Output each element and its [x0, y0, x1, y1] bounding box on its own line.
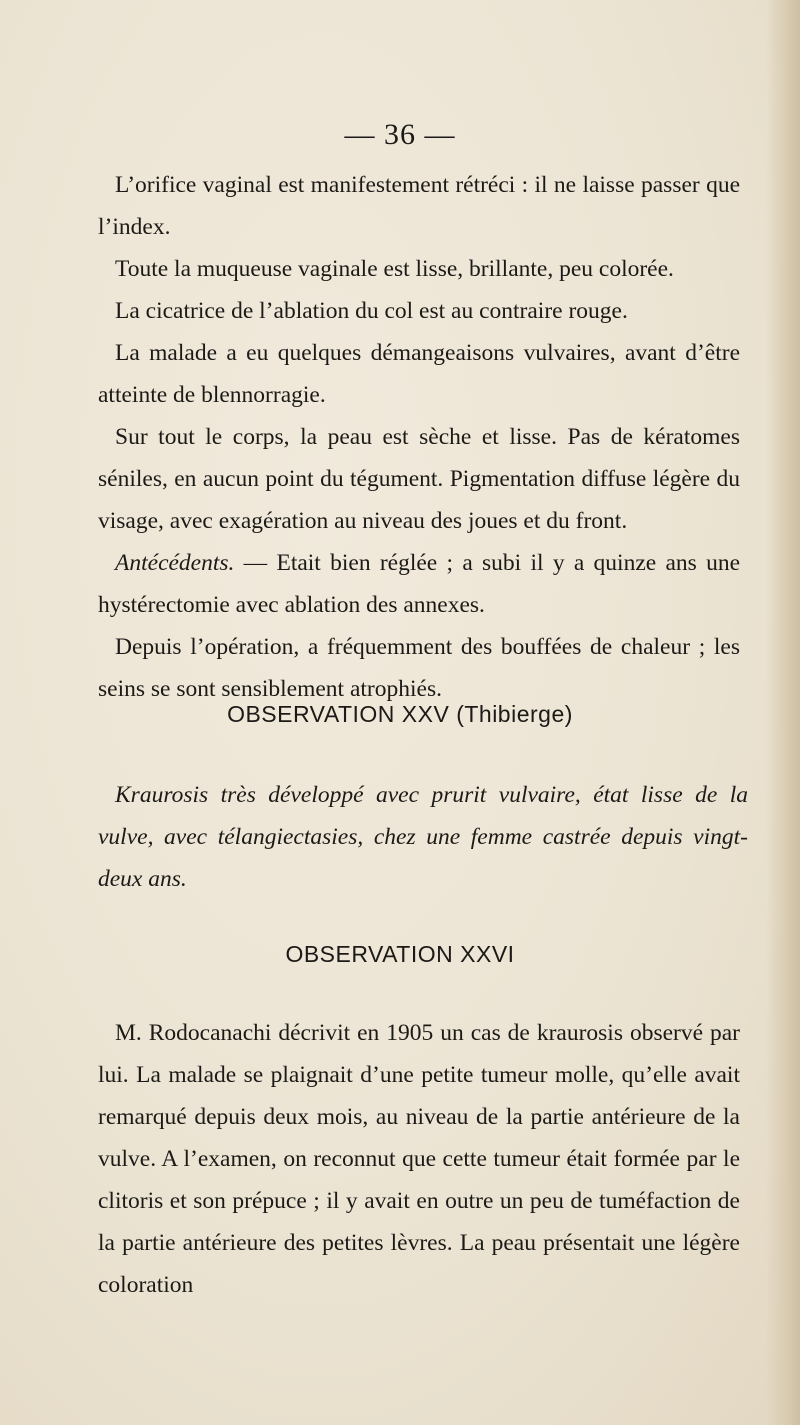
antecedents-text: — Etait bien réglée ; a subi il y a quinze ans une hystérectomie avec ablation des annexes. — [98, 550, 740, 618]
observation-25-heading: OBSERVATION XXV (Thibierge) — [227, 701, 573, 727]
antecedents-label: Antécédents. — [115, 550, 235, 576]
observation-26-heading: OBSERVATION XXVI — [285, 941, 515, 967]
paragraph-antecedents — [98, 542, 740, 626]
observation-25-summary: Kraurosis très développé avec prurit vulvaire, état lisse de la vulve, avec télangiectasies, chez une femme castrée depuis vingt-deux ans. — [98, 782, 748, 892]
paragraph-muqueuse: Toute la muqueuse vaginale est lisse, brillante, peu colorée. — [115, 256, 674, 282]
paragraph-orifice: L’orifice vaginal est manifestement rétréci : il ne laisse passer que l’index. — [98, 172, 740, 240]
observation-24-body — [98, 164, 740, 710]
paragraph-operation: Depuis l’opération, a fréquemment des bouffées de chaleur ; les seins se sont sensiblement atrophiés. — [98, 634, 740, 702]
paragraph-rodocanachi: M. Rodocanachi décrivit en 1905 un cas de kraurosis observé par lui. La malade se plaignait d’une petite tumeur molle, qu’elle avait remarqué depuis deux mois, au niveau de la partie antérieure de la vulve. A l’examen, on reconnut que cette tumeur était formée par le clitoris et son prépuce ; il y avait en outre un peu de tuméfaction de la partie antérieure des petites lèvres. La peau présentait une légère coloration — [98, 1020, 740, 1298]
observation-26-body — [98, 1012, 740, 1306]
paragraph-cicatrice: La cicatrice de l’ablation du col est au contraire rouge. — [115, 298, 628, 324]
page-number: — 36 — — [344, 118, 456, 151]
paragraph-demangeaisons: La malade a eu quelques démangeaisons vulvaires, avant d’être atteinte de blennorragie. — [98, 340, 740, 408]
paragraph-peau: Sur tout le corps, la peau est sèche et lisse. Pas de kératomes séniles, en aucun point du tégument. Pigmentation diffuse légère du visage, avec exagération au niveau des joues et du front. — [98, 424, 740, 534]
